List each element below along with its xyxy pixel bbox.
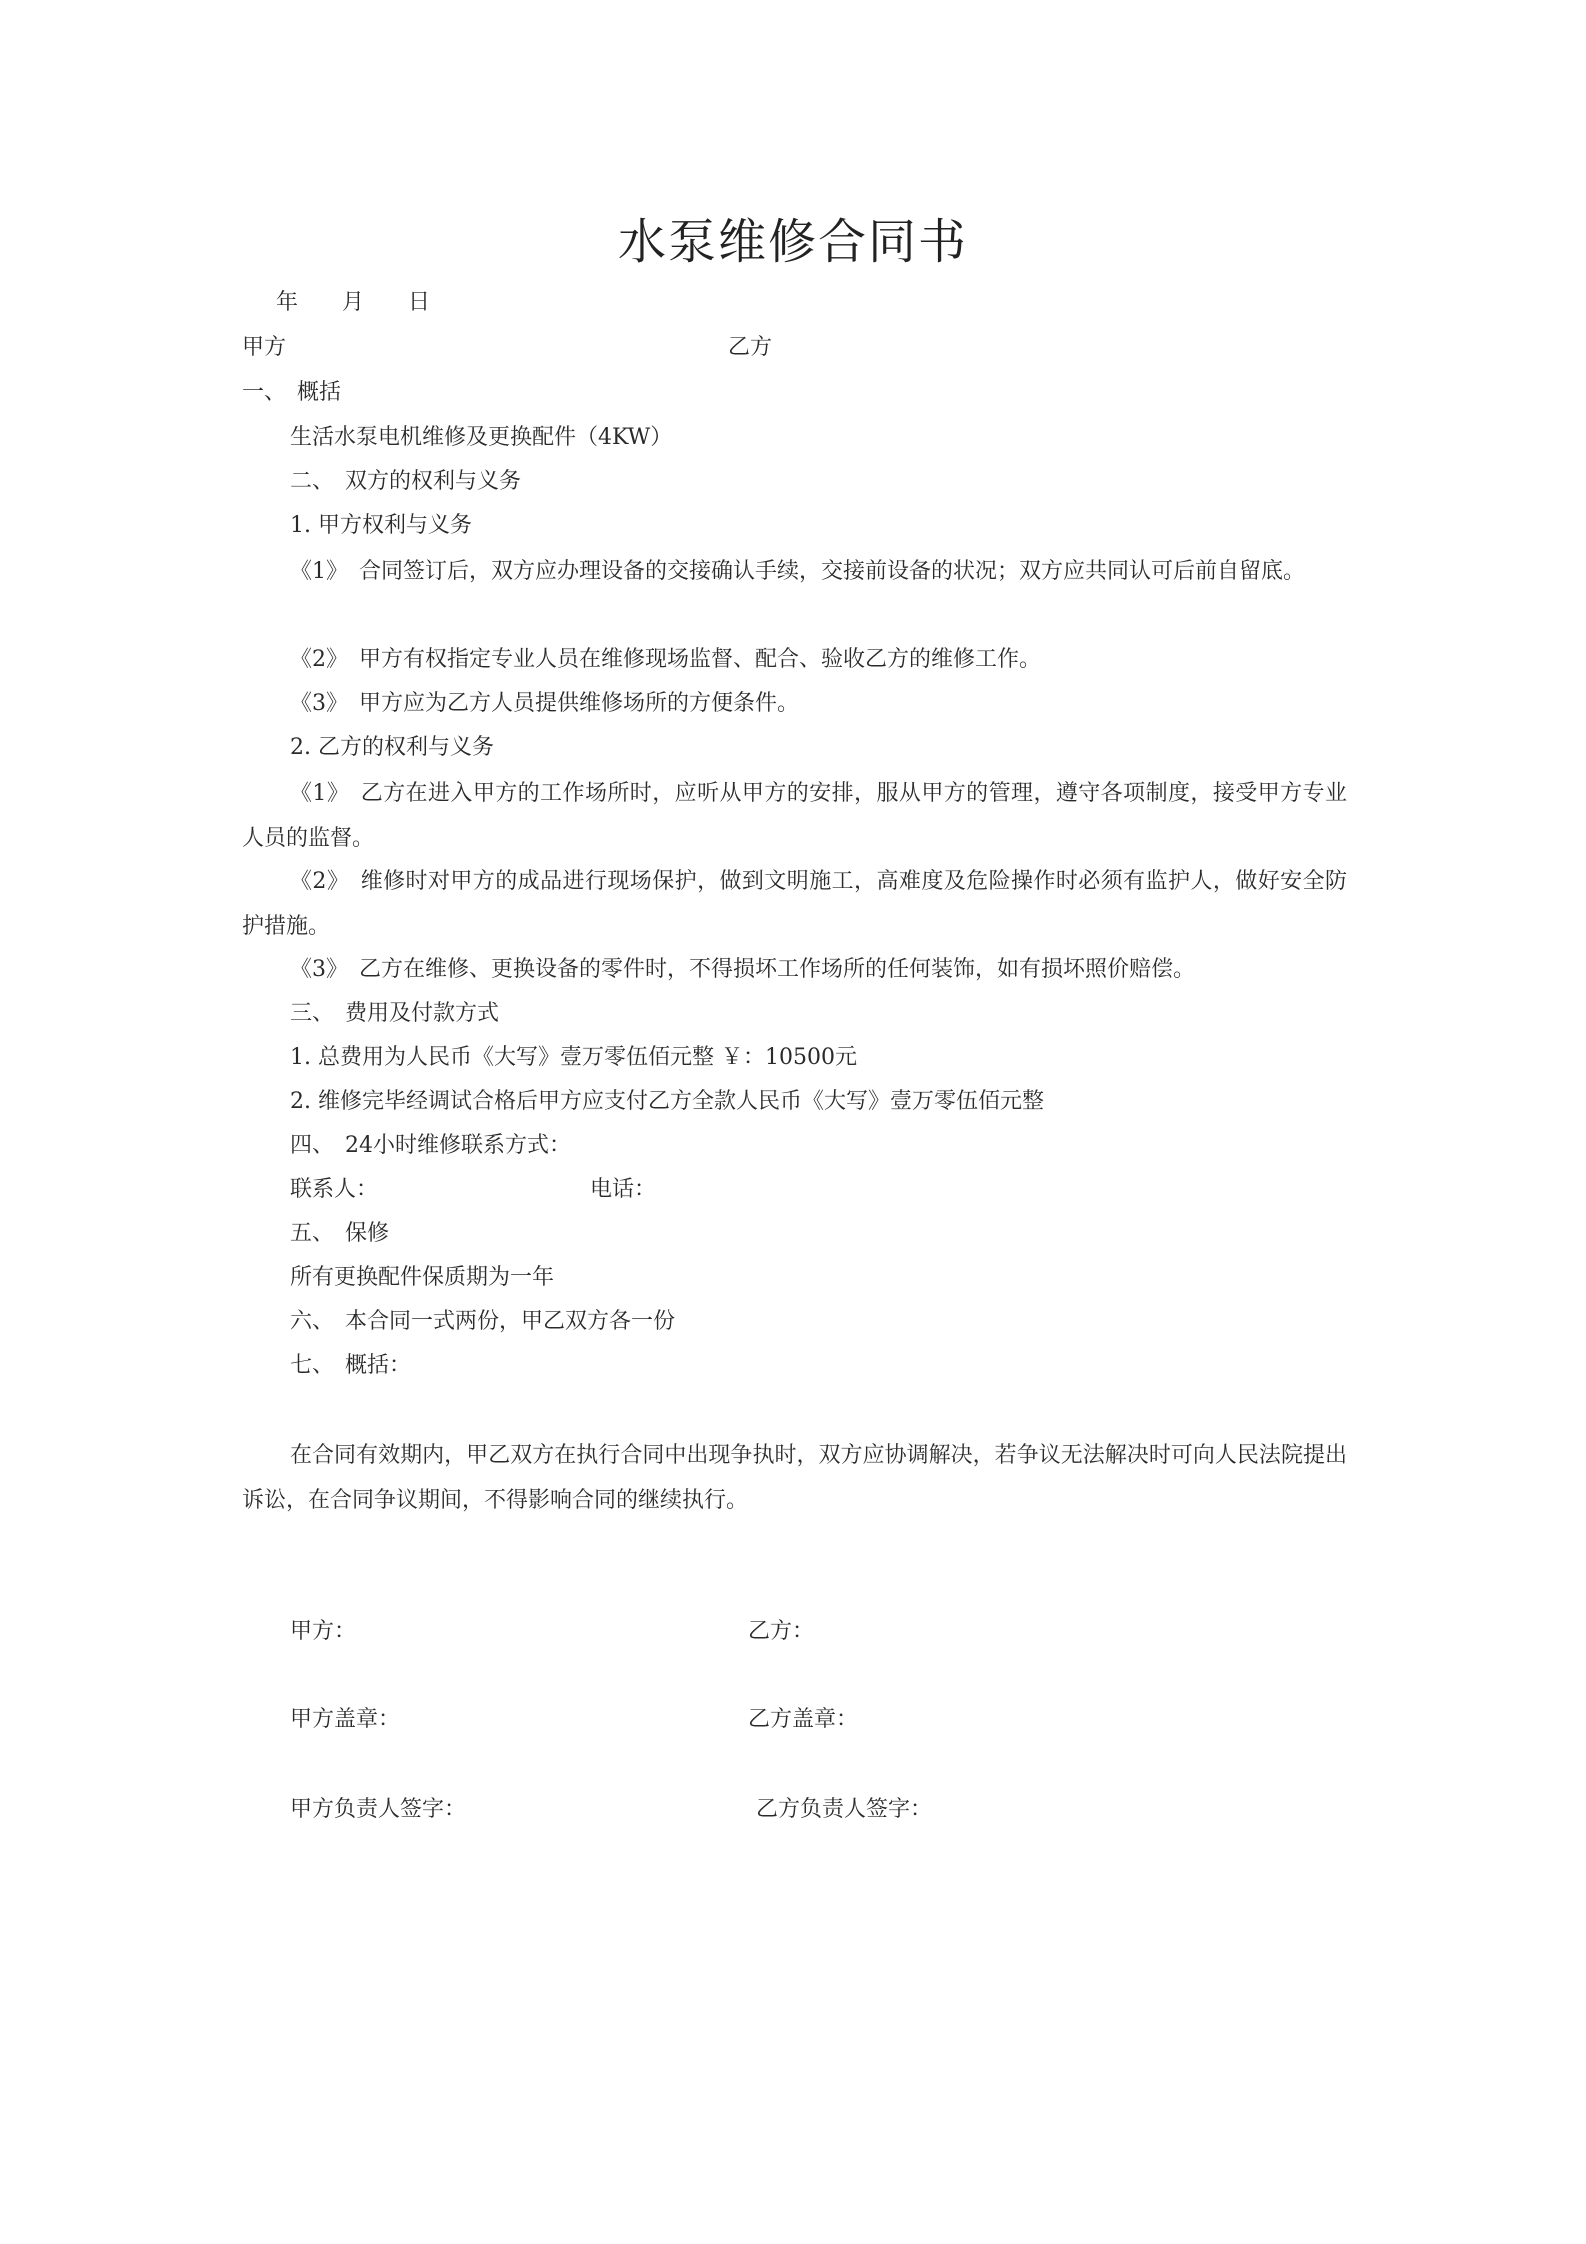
- section-3-heading: 三、 费用及付款方式: [290, 1001, 500, 1026]
- section-1-body: 生活水泵电机维修及更换配件（4KW）: [290, 425, 673, 450]
- clause-b2: 《2》 维修时对甲方的成品进行现场保护，做到文明施工，高难度及危险操作时必须有监护人，做好安全防护措施。: [242, 869, 1347, 939]
- seal-party-b: 乙方盖章：: [748, 1707, 859, 1732]
- document-title: 水泵维修合同书: [617, 214, 968, 270]
- section-6-heading: 六、 本合同一式两份，甲乙双方各一份: [290, 1309, 676, 1334]
- clause-a1: 《1》 合同签订后，双方应办理设备的交接确认手续，交接前设备的状况；双方应共同认可后前自留底。: [290, 559, 1306, 584]
- section-2-sub-1: 1. 甲方权利与义务: [290, 513, 472, 538]
- section-2-heading: 二、 双方的权利与义务: [290, 469, 522, 494]
- date-line: 年 月 日: [276, 290, 431, 315]
- contact-label: 联系人：: [290, 1177, 379, 1202]
- section-2-sub-2: 2. 乙方的权利与义务: [290, 735, 494, 760]
- section-7-body: 在合同有效期内，甲乙双方在执行合同中出现争执时，双方应协调解决，若争议无法解决时可向人民法院提出诉讼，在合同争议期间，不得影响合同的继续执行。: [242, 1443, 1347, 1513]
- section-4-heading: 四、 24小时维修联系方式：: [290, 1133, 571, 1158]
- signature-party-b: 乙方：: [748, 1619, 815, 1644]
- seal-party-a: 甲方盖章：: [290, 1707, 401, 1732]
- phone-label: 电话：: [590, 1177, 657, 1202]
- signature-party-a: 甲方：: [290, 1619, 357, 1644]
- section-1-heading: 一、 概括: [242, 380, 342, 405]
- clause-a3: 《3》 甲方应为乙方人员提供维修场所的方便条件。: [290, 691, 799, 716]
- clause-a2: 《2》 甲方有权指定专业人员在维修现场监督、配合、验收乙方的维修工作。: [290, 647, 1041, 672]
- representative-party-a: 甲方负责人签字：: [290, 1797, 467, 1822]
- section-7-heading: 七、 概括：: [290, 1353, 412, 1378]
- clause-b3: 《3》 乙方在维修、更换设备的零件时，不得损坏工作场所的任何装饰，如有损坏照价赔偿。: [290, 957, 1196, 982]
- party-b-label: 乙方: [728, 335, 773, 360]
- representative-party-b: 乙方负责人签字：: [756, 1797, 933, 1822]
- fee-item-2: 2. 维修完毕经调试合格后甲方应支付乙方全款人民币《大写》壹万零伍佰元整: [290, 1089, 1044, 1114]
- section-5-heading: 五、 保修: [290, 1221, 390, 1246]
- fee-item-1: 1. 总费用为人民币《大写》壹万零伍佰元整 ￥：10500元: [290, 1045, 857, 1070]
- party-a-label: 甲方: [242, 335, 287, 360]
- section-5-body: 所有更换配件保质期为一年: [290, 1265, 555, 1290]
- clause-b1: 《1》 乙方在进入甲方的工作场所时，应听从甲方的安排，服从甲方的管理，遵守各项制度，接受甲方专业人员的监督。: [242, 781, 1347, 851]
